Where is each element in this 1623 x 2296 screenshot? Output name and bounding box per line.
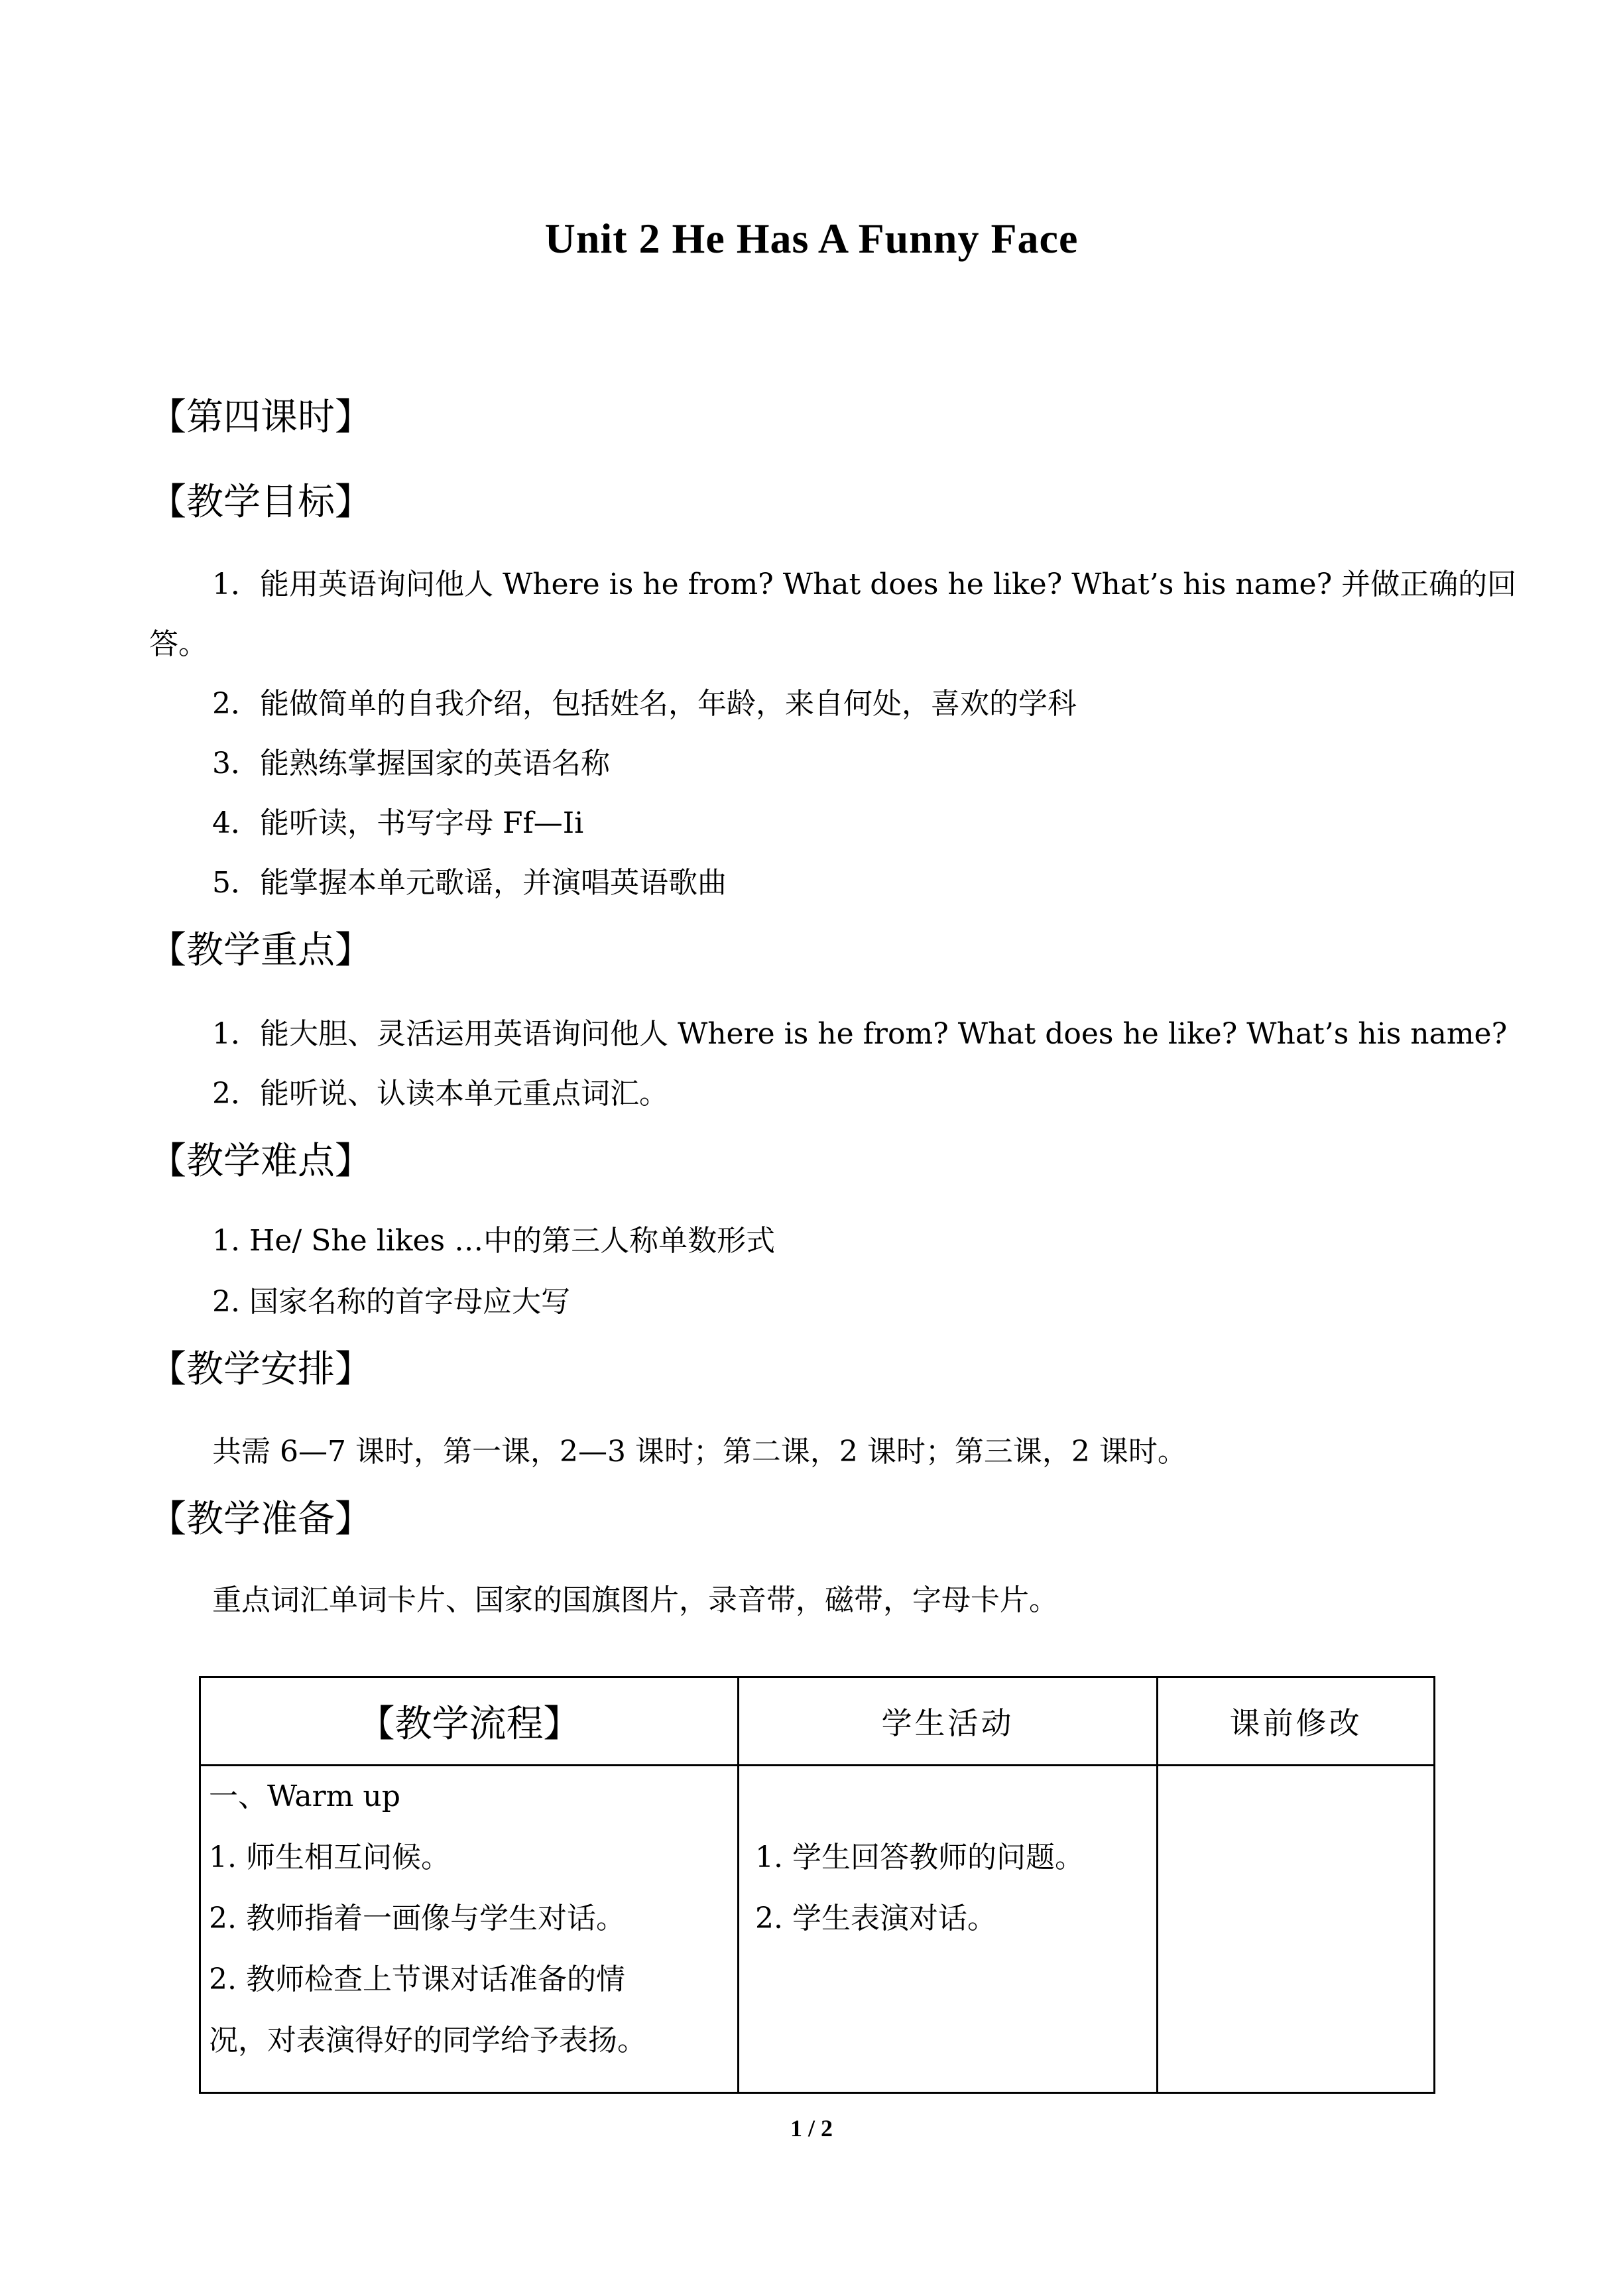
student-activity-cell [739, 1766, 1158, 2093]
header-pre-class-revision: 课前修改 [1158, 1677, 1435, 1766]
header-student-activity: 学生活动 [739, 1677, 1158, 1766]
objective-line: 答。 [149, 627, 208, 661]
key-point-line: 2．能听说、认读本单元重点词汇。 [212, 1077, 668, 1111]
flow-line: 况，对表演得好的同学给予表扬。 [209, 2024, 646, 2057]
arrangement-text: 共需 6—7 课时，第一课，2—3 课时；第二课，2 课时；第三课，2 课时。 [212, 1435, 1187, 1469]
difficulties-heading: 【教学难点】 [149, 1140, 372, 1183]
activity-line: 1. 学生回答教师的问题。 [755, 1841, 1084, 1874]
header-teaching-flow: 【教学流程】 [200, 1677, 739, 1766]
preparation-text: 重点词汇单词卡片、国家的国旗图片，录音带，磁带，字母卡片。 [212, 1583, 1058, 1617]
difficulty-line: 2. 国家名称的首字母应大写 [212, 1285, 570, 1319]
objectives-heading: 【教学目标】 [149, 481, 372, 524]
teaching-flow-table [199, 1676, 1435, 2094]
objective-line: 3．能熟练掌握国家的英语名称 [212, 747, 610, 780]
difficulty-line: 1. He/ She likes …中的第三人称单数形式 [212, 1224, 776, 1258]
key-point-line: 1．能大胆、灵活运用英语询问他人 Where is he from? What does he like? What’s his name? [212, 1017, 1508, 1051]
document-title: Unit 2 He Has A Funny Face [544, 215, 1079, 262]
objective-line: 4．能听读，书写字母 Ff—Ii [212, 806, 584, 840]
objective-line: 1．能用英语询问他人 Where is he from? What does he like? What’s his name? 并做正确的回 [212, 568, 1517, 601]
flow-line: 2. 教师检查上节课对话准备的情 [209, 1963, 625, 1996]
table-header-row [200, 1677, 1435, 1766]
flow-line: 一、Warm up [209, 1780, 400, 1813]
objective-line: 2．能做简单的自我介绍，包括姓名，年龄，来自何处，喜欢的学科 [212, 687, 1077, 721]
pre-class-revision-cell [1158, 1766, 1435, 2093]
activity-line: 2. 学生表演对话。 [755, 1902, 996, 1935]
flow-line: 2. 教师指着一画像与学生对话。 [209, 1902, 625, 1935]
teaching-flow-cell [200, 1766, 739, 2093]
arrangement-heading: 【教学安排】 [149, 1348, 372, 1391]
objective-line: 5．能掌握本单元歌谣，并演唱英语歌曲 [212, 866, 727, 900]
key-points-heading: 【教学重点】 [149, 929, 372, 972]
flow-line: 1. 师生相互问候。 [209, 1841, 450, 1874]
table-row [200, 1766, 1435, 2093]
lesson-heading: 【第四课时】 [149, 396, 372, 439]
preparation-heading: 【教学准备】 [149, 1498, 372, 1541]
page-number: 1 / 2 [790, 2115, 833, 2142]
